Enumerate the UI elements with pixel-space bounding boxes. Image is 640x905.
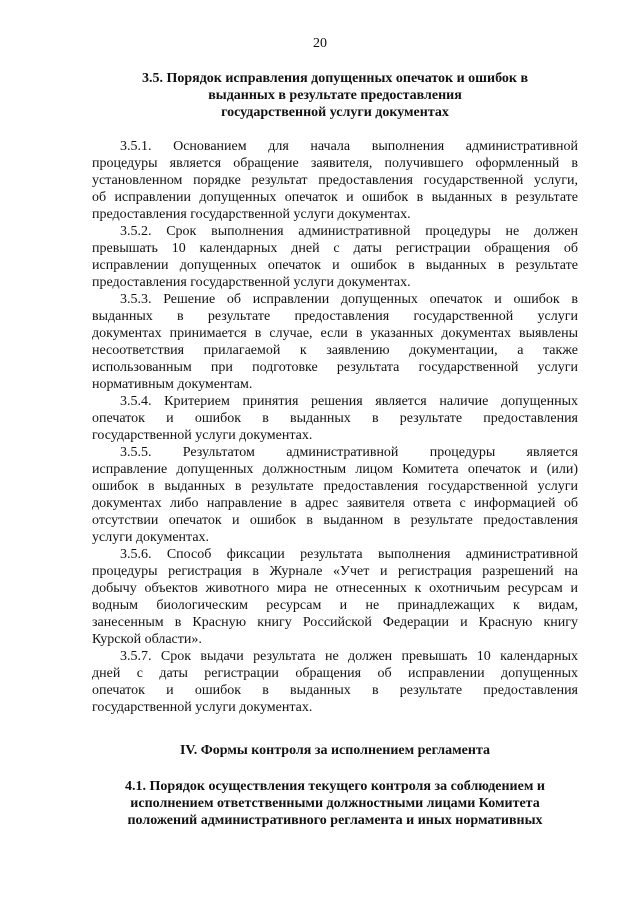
paragraph-3-5-7 xyxy=(92,648,578,716)
text-line: выданных в результате предоставления государственной услуги xyxy=(92,309,578,324)
heading-line: 3.5. Порядок исправления допущенных опечаток и ошибок в xyxy=(141,71,529,86)
text-line: предоставления государственной услуги документах. xyxy=(92,207,411,222)
text-line: отсутствии опечаток и ошибок в выданном в результате предоставления xyxy=(92,513,578,528)
text-line: дней с даты регистрации обращения об исправлении допущенных xyxy=(92,666,578,681)
text-line: установленном порядке результат предоставления государственной услуги, xyxy=(92,173,578,188)
text-line: предоставления государственной услуги документах. xyxy=(92,275,411,290)
heading-line: исполнением ответственными должностными лицами Комитета xyxy=(130,796,540,811)
section-4-1-heading xyxy=(90,778,580,829)
text-line: нормативным документам. xyxy=(92,377,253,392)
text-line: 3.5.3. Решение об исправлении допущенных опечаток и ошибок в xyxy=(120,292,578,307)
paragraph-3-5-6 xyxy=(92,546,578,648)
text-line: процедуры регистрация в Журнале «Учет и регистрация разрешений на xyxy=(92,564,578,579)
text-line: 3.5.6. Способ фиксации результата выполнения административной xyxy=(120,547,578,562)
heading-line: 4.1. Порядок осуществления текущего контроля за соблюдением и xyxy=(125,779,545,794)
text-line: процедуры является обращение заявителя, получившего оформленный в xyxy=(92,156,578,171)
heading-line: IV. Формы контроля за исполнением регламента xyxy=(179,743,491,758)
heading-line: положений административного регламента и иных нормативных xyxy=(127,813,543,828)
text-line: услуги документах. xyxy=(92,530,210,545)
text-line: исправление допущенных должностным лицом Комитета опечаток и (или) xyxy=(92,462,578,477)
text-line: 3.5.1. Основанием для начала выполнения административной xyxy=(120,139,578,154)
text-line: добычу объектов животного мира не отнесенных к охотничьим ресурсам и xyxy=(92,581,578,596)
text-line: государственной услуги документах. xyxy=(92,700,313,715)
paragraph-3-5-4 xyxy=(92,393,578,444)
text-line: 3.5.5. Результатом административной процедуры является xyxy=(120,445,578,460)
paragraph-3-5-1 xyxy=(92,138,578,223)
section-3-5-body xyxy=(92,138,578,716)
paragraph-3-5-5 xyxy=(92,444,578,546)
paragraph-3-5-2 xyxy=(92,223,578,291)
text-line: 3.5.4. Критерием принятия решения является наличие допущенных xyxy=(120,394,578,409)
text-line: об исправлении допущенных опечаток и ошибок в выданных в результате xyxy=(92,190,578,205)
text-line: занесенным в Красную книгу Российской Федерации и Красную книгу xyxy=(92,615,578,630)
text-line: документах принимается в случае, если в указанных документах выявлены xyxy=(92,326,578,341)
text-line: документах либо направление в адрес заявителя ответа с информацией об xyxy=(92,496,578,511)
text-line: государственной услуги документах. xyxy=(92,428,313,443)
heading-line: выданных в результате предоставления xyxy=(208,88,462,103)
paragraph-3-5-3 xyxy=(92,291,578,393)
text-line: опечаток и ошибок в выданных в результате предоставления xyxy=(92,683,578,698)
text-line: использованным при подготовке результата государственной услуги xyxy=(92,360,578,375)
text-line: ошибок в выданных в результате предоставления государственной услуги xyxy=(92,479,578,494)
heading-line: государственной услуги документах xyxy=(221,105,449,120)
text-line: опечаток и ошибок в выданных в результате предоставления xyxy=(92,411,578,426)
text-line: превышать 10 календарных дней с даты регистрации обращения об xyxy=(92,241,578,256)
section-iv-heading xyxy=(90,742,580,759)
page-number: 20 xyxy=(313,36,327,51)
text-line: Курской области». xyxy=(92,632,202,647)
text-line: несоответствия прилагаемой к заявлению документации, а также xyxy=(92,343,578,358)
section-3-5-heading xyxy=(90,70,580,121)
text-line: 3.5.7. Срок выдачи результата не должен превышать 10 календарных xyxy=(120,649,578,664)
text-line: исправлении допущенных опечаток и ошибок в выданных в результате xyxy=(92,258,578,273)
text-line: 3.5.2. Срок выполнения административной процедуры не должен xyxy=(120,224,578,239)
text-line: водным биологическим ресурсам и не принадлежащих к видам, xyxy=(92,598,578,613)
